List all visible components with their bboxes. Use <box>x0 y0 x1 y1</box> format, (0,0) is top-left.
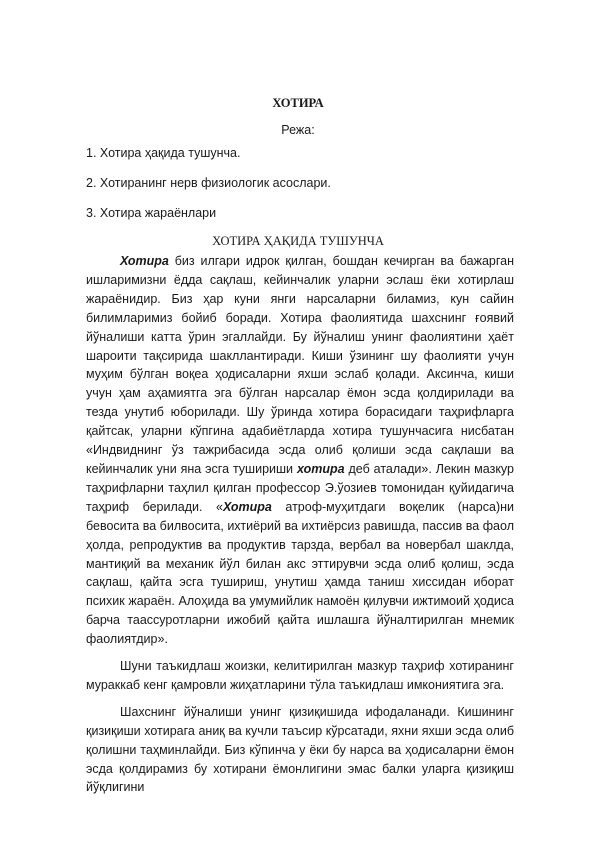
plan-item: 2. Хотиранинг нерв физиологик асослари. <box>86 176 331 190</box>
plan-label: Режа: <box>281 123 315 137</box>
paragraph-text: биз илгари идрок қилган, бошдан кечирган ва бажарган ишларимизни ёдда сақлаш, кейинчалик уларни эслаш ёки хотирлаш жараёнидир. Биз ҳар куни янги нарсаларни биламиз, кун сайин билимларимиз бойиб боради. Хотира фаолиятида шахснинг ғоявий йўналиши катта ўрин эгаллайди. Бу йўналиш унинг фаолиятини ҳаёт шароити тақсирида шакллантиради. Киши ўзининг шу фаолияти учун муҳим бўлган воқеа ҳодисаларни яхши эслаб қолади. Аксинча, киши учун ҳам аҳамиятга эга бўлган нарсалар ёмон эсда қолдирилади ва тезда унутиб юборилади. Шу ўринда хотира борасидаги таҳрифларга қайтсак, уларни кўпгина адабиётларда хотира тушунчасига нисбатан «Индвиднинг ўз тажрибасида эсда олиб қолиши эсда сақлаши ва кейинчалик уни яна эсга тушириши <box>86 254 514 476</box>
body-text <box>86 252 514 797</box>
document-title: ХОТИРА <box>272 96 324 110</box>
paragraph-text: атроф-муҳитдаги воқелик (нарса)ни бевосита ва билвосита, ихтиёрий ва ихтиёрсиз равишда, пассив ва фаол ҳолда, репродуктив ва продуктив тарзда, вербал ва новербал шаклда, мантиқий ва механик йўл билан акс эттирувчи эсда олиб қолиш, эсда сақлаш, қайта эсга тушириш, унутиш ҳамда таниш хиссидан иборат психик жараён. Алоҳида ва умумийлик намоён қилувчи ижтимоий ҳодиса барча таассуротларни ижобий қайта ишлашга йўналтирилган мнемик фаолиятдир». <box>86 499 514 647</box>
plan-item: 1. Хотира ҳақида тушунча. <box>86 146 241 160</box>
section-heading: ХОТИРА ҲАҚИДА ТУШУНЧА <box>212 234 384 248</box>
plan-item: 3. Хотира жараёнлари <box>86 206 217 220</box>
paragraph-definition <box>86 252 514 649</box>
term-emphasis: Хотира <box>120 254 169 268</box>
term-emphasis: хотира <box>296 461 345 476</box>
paragraph: Шахснинг йўналиши унинг қизиқишида ифодаланади. Кишининг қизиқиши хотирага аниқ ва кучли таъсир кўрсатади, яхни яхши эсда олиб қолишни таҳминлайди. Биз кўпинча у ёки бу нарса ва ҳодисаларни ёмон эсда қолдирамиз бу хотирани ёмонлигини эмас балки уларга қизиқиш йўқлигини <box>86 704 514 795</box>
plan-list <box>86 144 331 234</box>
paragraph-text: деб аталади». Лекин мазкур таҳрифларни таҳлил қилган профессор Э.ўозиев томонидан қуйидагича таҳриф берилади. « <box>86 461 514 514</box>
paragraph: Шуни таъкидлаш жоизки, келитирилган мазкур таҳриф хотиранинг мураккаб кенг қамровли жиҳатларини тўла таъкидлаш имкониятига эга. <box>86 659 514 692</box>
term-emphasis: Хотира <box>222 499 272 514</box>
